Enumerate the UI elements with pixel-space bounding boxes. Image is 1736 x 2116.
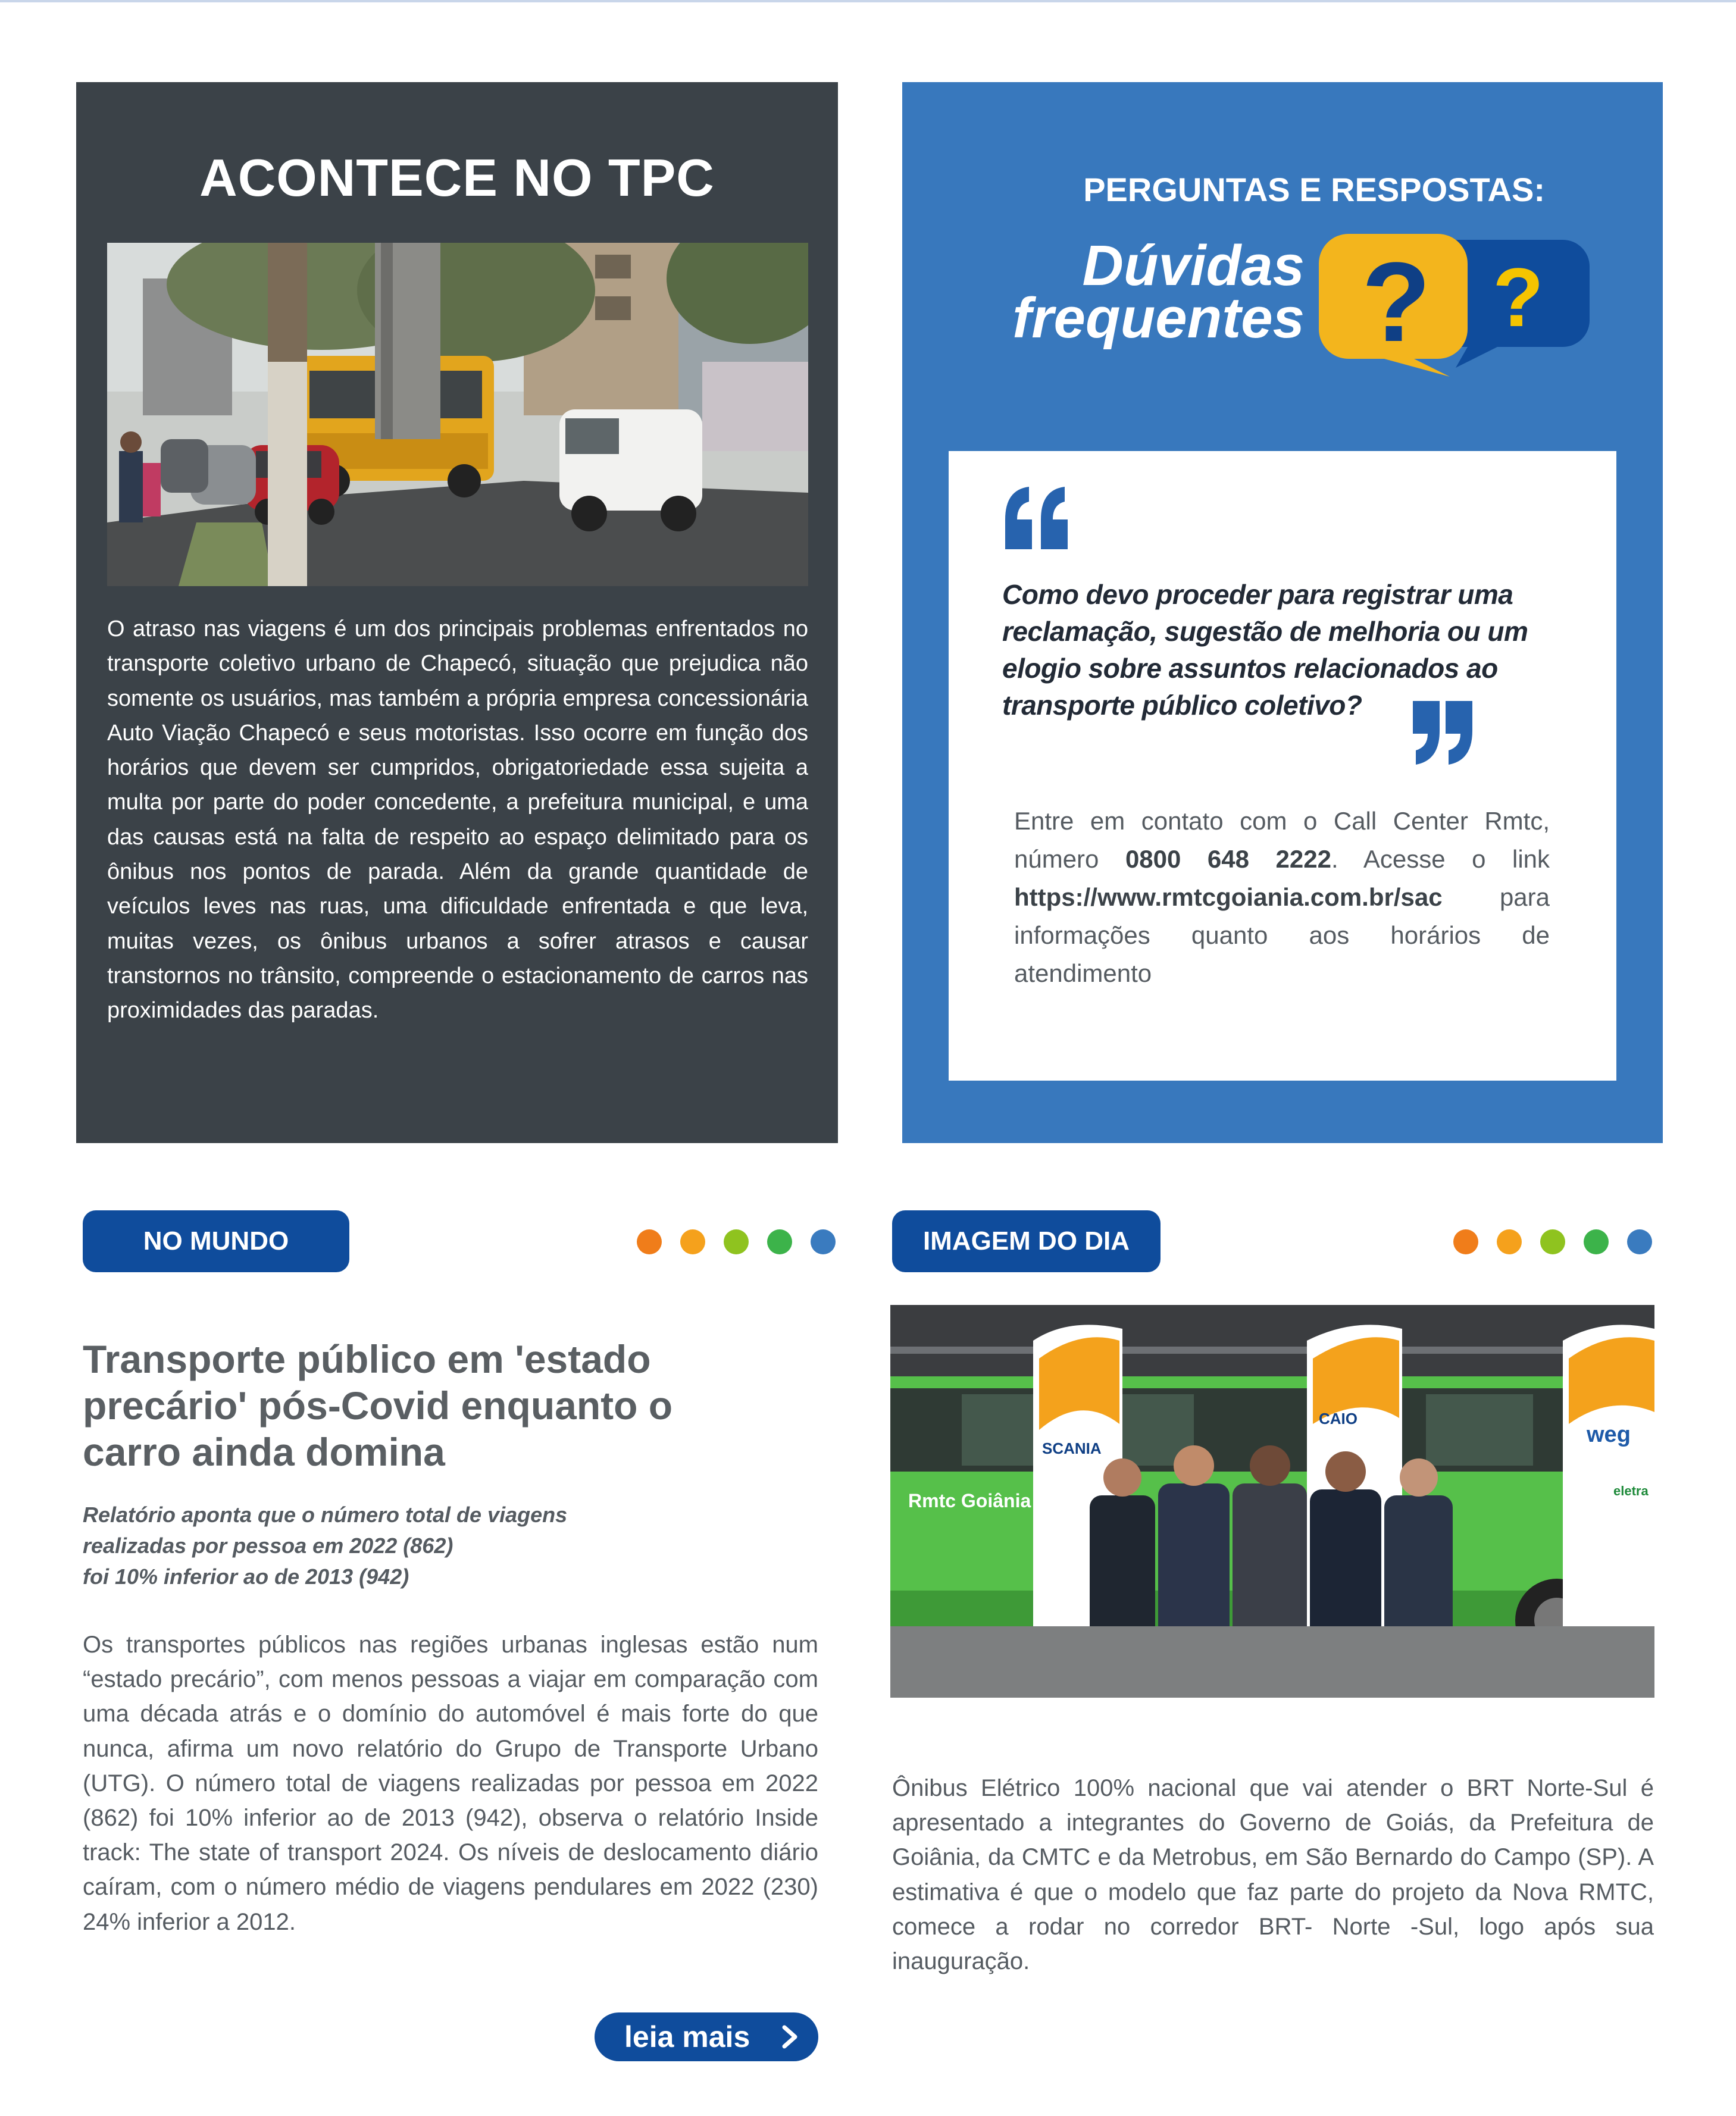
dot-green <box>767 1229 792 1254</box>
faq-kicker: PERGUNTAS E RESPOSTAS: <box>1083 171 1545 208</box>
dot-blue <box>1627 1229 1652 1254</box>
mundo-subtitle-line2: realizadas por pessoa em 2022 (862) <box>83 1533 453 1558</box>
electric-bus-photo <box>890 1305 1654 1753</box>
svg-text:?: ? <box>1361 239 1431 365</box>
imagem-do-dia-tag: IMAGEM DO DIA <box>892 1210 1161 1272</box>
dot-amber <box>1497 1229 1522 1254</box>
faq-answer-part1: Entre em contato com o Call Center Rmtc, número <box>1014 807 1550 873</box>
decorative-dots-right <box>1453 1229 1659 1256</box>
weg-banner: weg <box>1587 1422 1631 1447</box>
dot-orange <box>1453 1229 1478 1254</box>
faq-answer-part2: . Acesse o link <box>1331 845 1550 873</box>
chevron-right-icon <box>777 2025 801 2049</box>
faq-title-line2: frequentes <box>1012 286 1305 350</box>
eletra-banner: eletra <box>1613 1483 1649 1498</box>
read-more-label: leia mais <box>624 2020 750 2054</box>
top-rule <box>0 0 1736 2</box>
close-quote-icon <box>1407 698 1478 769</box>
scania-banner: SCANIA <box>1042 1439 1102 1457</box>
faq-card <box>949 451 1616 1081</box>
mundo-subtitle <box>83 1500 630 1592</box>
faq-title-line1: Dúvidas <box>1082 234 1305 298</box>
caio-banner: CAIO <box>1319 1410 1357 1428</box>
mundo-subtitle-line1: Relatório aponta que o número total de viagens <box>83 1503 568 1527</box>
bus-label: Rmtc Goiânia <box>908 1490 1031 1511</box>
acontece-no-tpc-panel <box>76 82 838 1143</box>
mundo-headline: Transporte público em 'estado precário' pós-Covid enquanto o carro ainda domina <box>83 1337 673 1474</box>
acontece-title: ACONTECE NO TPC <box>199 148 715 207</box>
read-more-button[interactable] <box>595 2012 818 2061</box>
imagem-do-dia-caption: Ônibus Elétrico 100% nacional que vai atender o BRT Norte-Sul é apresentado a integrantes do Governo de Goiás, da Prefeitura de Goiânia, da CMTC e da Metrobus, em São Bernardo do Campo (SP). A estimativa é que o modelo que faz parte do projeto da Nova RMTC, comece a rodar no corredor BRT- Norte -Sul, logo após sua inauguração. <box>892 1775 1654 1975</box>
faq-panel <box>902 82 1663 1143</box>
faq-answer-part3: para informações quanto aos horários de atendimento <box>1014 883 1550 987</box>
mundo-body: Os transportes públicos nas regiões urbanas inglesas estão num “estado precário”, com menos pessoas a viajar em comparação com uma década atrás e o domínio do automóvel é mais forte do que nunca, afirma um novo relatório do Grupo de Transporte Urbano (UTG). O número total de viagens realizadas por pessoa em 2022 (862) foi 10% inferior ao de 2013 (942), observa o relatório Inside track: The state of transport 2024. Os níveis de deslocamento diário caíram, com o número médio de viagens pendulares em 2022 (230) 24% inferior a 2012. <box>83 1632 818 1935</box>
dot-amber <box>680 1229 705 1254</box>
faq-answer <box>1014 802 1550 993</box>
faq-title <box>1012 234 1305 350</box>
faq-question: Como devo proceder para registrar uma reclamação, sugestão de melhoria ou um elogio sobre assuntos relacionados ao transporte público coletivo? <box>1002 579 1528 721</box>
faq-phone[interactable]: 0800 648 2222 <box>1125 845 1331 873</box>
open-quote-icon <box>1002 484 1074 555</box>
dot-lime <box>1540 1229 1565 1254</box>
dot-lime <box>724 1229 749 1254</box>
dot-blue <box>811 1229 836 1254</box>
dot-green <box>1584 1229 1609 1254</box>
question-bubbles-icon <box>1319 222 1593 377</box>
faq-link[interactable]: https://www.rmtcgoiania.com.br/sac <box>1014 883 1443 911</box>
svg-text:?: ? <box>1493 251 1544 344</box>
decorative-dots-left <box>637 1229 842 1256</box>
no-mundo-tag: NO MUNDO <box>83 1210 349 1272</box>
mundo-subtitle-line3: foi 10% inferior ao de 2013 (942) <box>83 1564 409 1589</box>
street-bus-photo <box>107 243 808 586</box>
dot-orange <box>637 1229 662 1254</box>
acontece-body: O atraso nas viagens é um dos principais problemas enfrentados no transporte coletivo urbano de Chapecó, situação que prejudica não somente os usuários, mas também a própria empresa concessionária Auto Viação Chapecó e seus motoristas. Isso ocorre em função dos horários que devem ser cumpridos, obrigatoriedade essa sujeita a multa por parte do poder concedente, a prefeitura municipal, e uma das causas está na falta de respeito ao espaço delimitado para os ônibus nos pontos de parada. Além da grande quantidade de veículos leves nas ruas, uma dificuldade enfrentada e que leva, muitas vezes, os ônibus urbanos a sofrer atrasos e causar transtornos no trânsito, compreende o estacionamento de carros nas proximidades das paradas. <box>107 616 808 1023</box>
